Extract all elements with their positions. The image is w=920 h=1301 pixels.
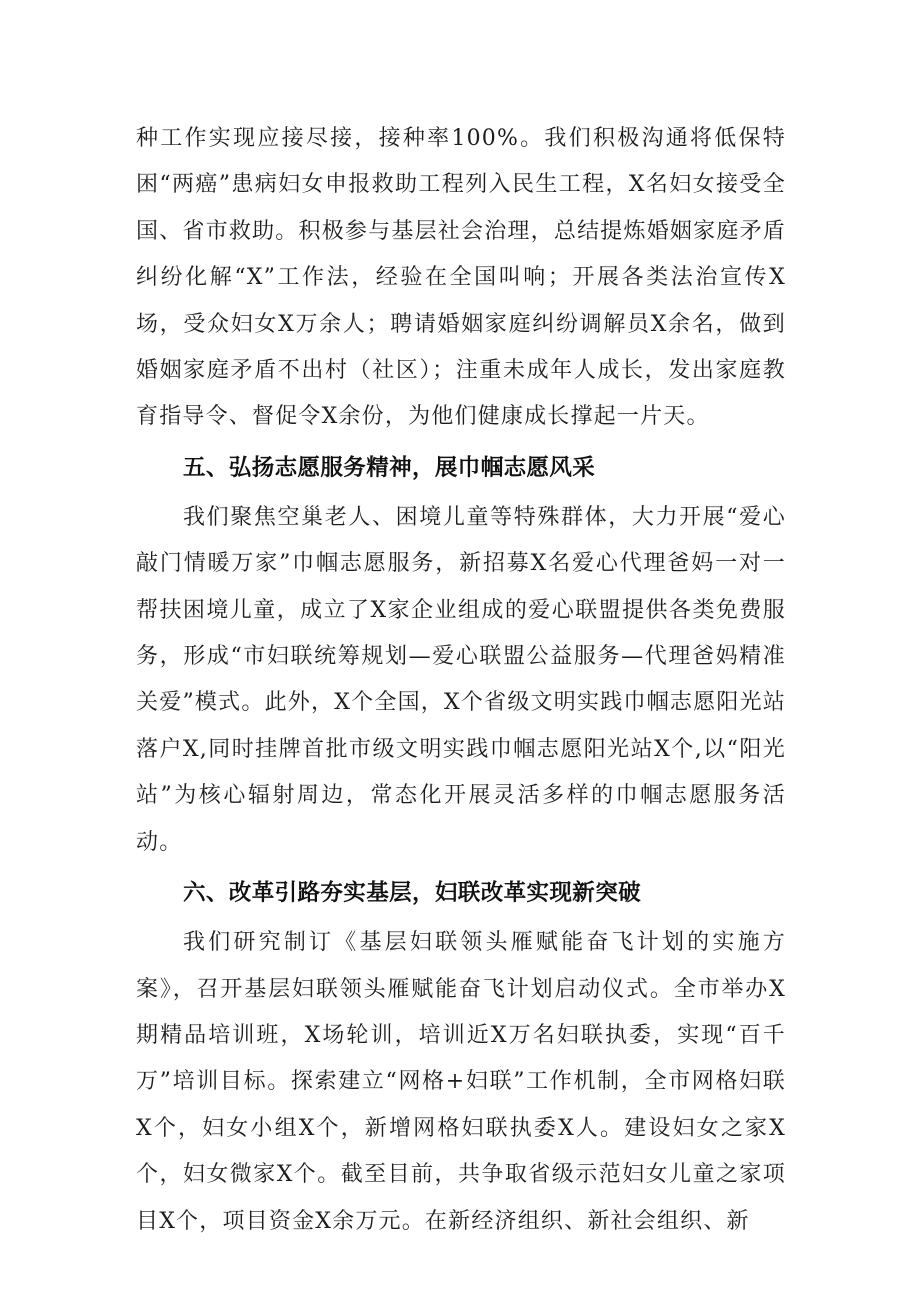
section-heading-six: 六、改革引路夯实基层，妇联改革实现新突破 [183,880,642,907]
paragraph-volunteer-service: 我们聚焦空巢老人、困境儿童等特殊群体，大力开展“爱心敲门情暖万家”巾帼志愿服务，新招募X名爱心代理爸妈一对一帮扶困境儿童，成立了X家企业组成的爱心联盟提供各类免费服务，形成“市妇联统筹规划—爱心联盟公益服务—代理爸妈精准关爱”模式。此外，X个全国，X个省级文明实践巾帼志愿阳光站落户X,同时挂牌首批市级文明实践巾帼志愿阳光站X个,以“阳光站”为核心辐射周边，常态化开展灵活多样的巾帼志愿服务活动。 [136,504,786,855]
section-heading-five: 五、弘扬志愿服务精神，展巾帼志愿风采 [183,454,596,481]
document-page [136,116,786,1245]
paragraph-grassroots-reform: 我们研究制订《基层妇联领头雁赋能奋飞计划的实施方案》，召开基层妇联领头雁赋能奋飞计划启动仪式。全市举办X期精品培训班，X场轮训，培训近X万名妇联执委，实现“百千万”培训目标。探索建立“网格+妇联”工作机制，全市网格妇联X个，妇女小组X个，新增网格妇联执委X人。建设妇女之家X个，妇女微家X个。截至目前，共争取省级示范妇女儿童之家项目X个，项目资金X余万元。在新经济组织、新社会组织、新 [136,930,786,1234]
paragraph-rights-protection: 种工作实现应接尽接，接种率100%。我们积极沟通将低保特困“两癌”患病妇女申报救助工程列入民生工程，X名妇女接受全国、省市救助。积极参与基层社会治理，总结提炼婚姻家庭矛盾纠纷化解“X”工作法，经验在全国叫响；开展各类法治宣传X场，受众妇女X万余人；聘请婚姻家庭纠纷调解员X余名，做到婚姻家庭矛盾不出村（社区）；注重未成年人成长，发出家庭教育指导令、督促令X余份，为他们健康成长撑起一片天。 [136,126,786,430]
